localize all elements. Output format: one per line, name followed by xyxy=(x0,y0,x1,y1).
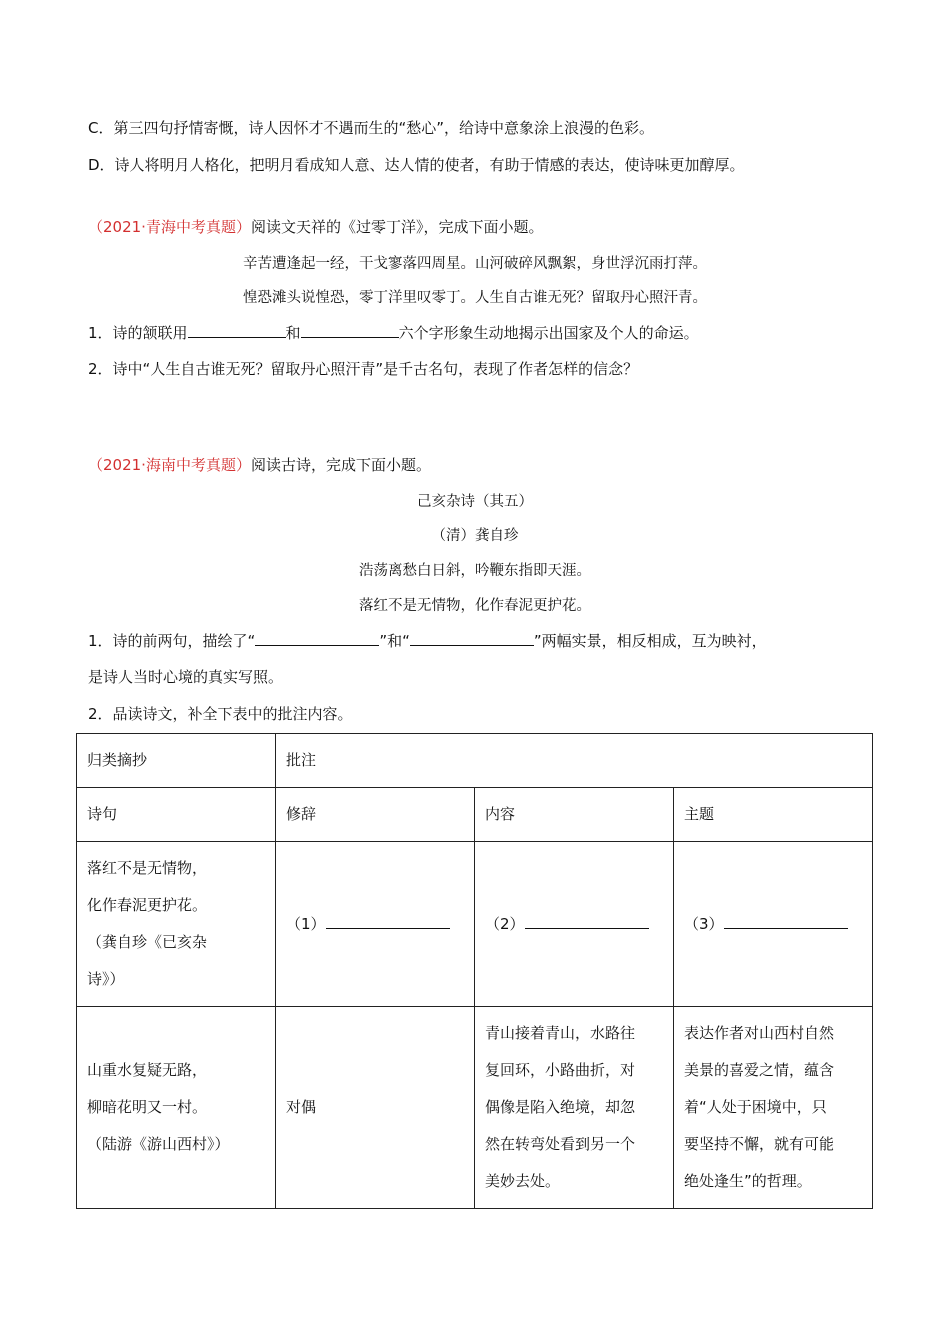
row1-rhetoric-cell xyxy=(276,842,475,1007)
blank-label-2: （2） xyxy=(485,914,525,933)
answer-blank[interactable] xyxy=(724,914,848,929)
q1-source: （2021·青海中考真题） xyxy=(88,218,251,236)
col-rhetoric: 修辞 xyxy=(276,788,475,842)
header-category: 归类摘抄 xyxy=(77,734,276,788)
option-c: C．第三四句抒情寄慨，诗人因怀才不遇而生的“愁心”，给诗中意象涂上浪漫的色彩。 xyxy=(88,119,655,137)
q2-item1 xyxy=(88,630,767,651)
row1-content-cell xyxy=(475,842,674,1007)
q2-item1-pre: 1．诗的前两句，描绘了“ xyxy=(88,632,256,650)
q1-poem-line2: 惶恐滩头说惶恐，零丁洋里叹零丁。人生自古谁无死？留取丹心照汗青。 xyxy=(243,290,707,306)
option-d: D．诗人将明月人格化，把明月看成知人意、达人情的使者，有助于情感的表达，使诗味更加醇厚。 xyxy=(88,156,745,174)
q2-item1-mid: ”和“ xyxy=(379,632,410,650)
q2-item2: 2．品读诗文，补全下表中的批注内容。 xyxy=(88,705,353,723)
blank-label-3: （3） xyxy=(684,914,724,933)
q1-intro: 阅读文天祥的《过零丁洋》，完成下面小题。 xyxy=(250,218,544,236)
header-annotation: 批注 xyxy=(276,734,873,788)
q1-item2: 2．诗中“人生自古谁无死？留取丹心照汗青”是千古名句，表现了作者怎样的信念？ xyxy=(88,360,639,378)
col-theme: 主题 xyxy=(674,788,873,842)
answer-blank[interactable] xyxy=(301,323,399,338)
q2-item1-continued: 是诗人当时心境的真实写照。 xyxy=(88,668,284,686)
table-subheader-row xyxy=(77,788,873,842)
q1-item1-pre: 1．诗的颔联用 xyxy=(88,324,188,342)
row2-rhetoric: 对偶 xyxy=(276,1007,475,1209)
q1-item1-post: 六个字形象生动地揭示出国家及个人的命运。 xyxy=(398,324,699,342)
table-row xyxy=(77,1007,873,1209)
col-poem: 诗句 xyxy=(77,788,276,842)
q2-poem-line2: 落红不是无情物，化作春泥更护花。 xyxy=(359,598,591,614)
q2-intro: 阅读古诗，完成下面小题。 xyxy=(250,456,431,474)
row2-content: 青山接着青山，水路往 复回环，小路曲折，对 偶像是陷入绝境，却忽 然在转弯处看到另一个 美妙去处。 xyxy=(475,1007,674,1209)
row2-poem: 山重水复疑无路， 柳暗花明又一村。 （陆游《游山西村》） xyxy=(77,1007,276,1209)
answer-blank[interactable] xyxy=(326,914,450,929)
q1-item1-mid: 和 xyxy=(285,324,301,342)
col-content: 内容 xyxy=(475,788,674,842)
table-row xyxy=(77,842,873,1007)
q1-heading xyxy=(88,216,543,237)
answer-blank[interactable] xyxy=(188,323,286,338)
q1-item1 xyxy=(88,322,699,343)
answer-blank[interactable] xyxy=(410,631,534,646)
annotation-table xyxy=(76,733,873,1209)
q2-poem-title: 己亥杂诗（其五） xyxy=(417,494,533,510)
q2-source: （2021·海南中考真题） xyxy=(88,456,251,474)
q2-heading xyxy=(88,454,431,475)
row2-theme: 表达作者对山西村自然 美景的喜爱之情，蕴含 着“人处于困境中，只 要坚持不懈，就有可能 绝处逢生”的哲理。 xyxy=(674,1007,873,1209)
row1-poem: 落红不是无情物， 化作春泥更护花。 （龚自珍《已亥杂 诗》） xyxy=(77,842,276,1007)
row1-theme-cell xyxy=(674,842,873,1007)
table-header-row xyxy=(77,734,873,788)
q2-poem-line1: 浩荡离愁白日斜，吟鞭东指即天涯。 xyxy=(359,563,591,579)
answer-blank[interactable] xyxy=(525,914,649,929)
q2-item1-post: ”两幅实景，相反相成，互为映衬， xyxy=(533,632,767,650)
q1-poem-line1: 辛苦遭逢起一经，干戈寥落四周星。山河破碎风飘絮，身世浮沉雨打萍。 xyxy=(243,256,707,272)
blank-label-1: （1） xyxy=(286,914,326,933)
answer-blank[interactable] xyxy=(255,631,379,646)
q2-poem-author: （清）龚自珍 xyxy=(431,528,519,544)
